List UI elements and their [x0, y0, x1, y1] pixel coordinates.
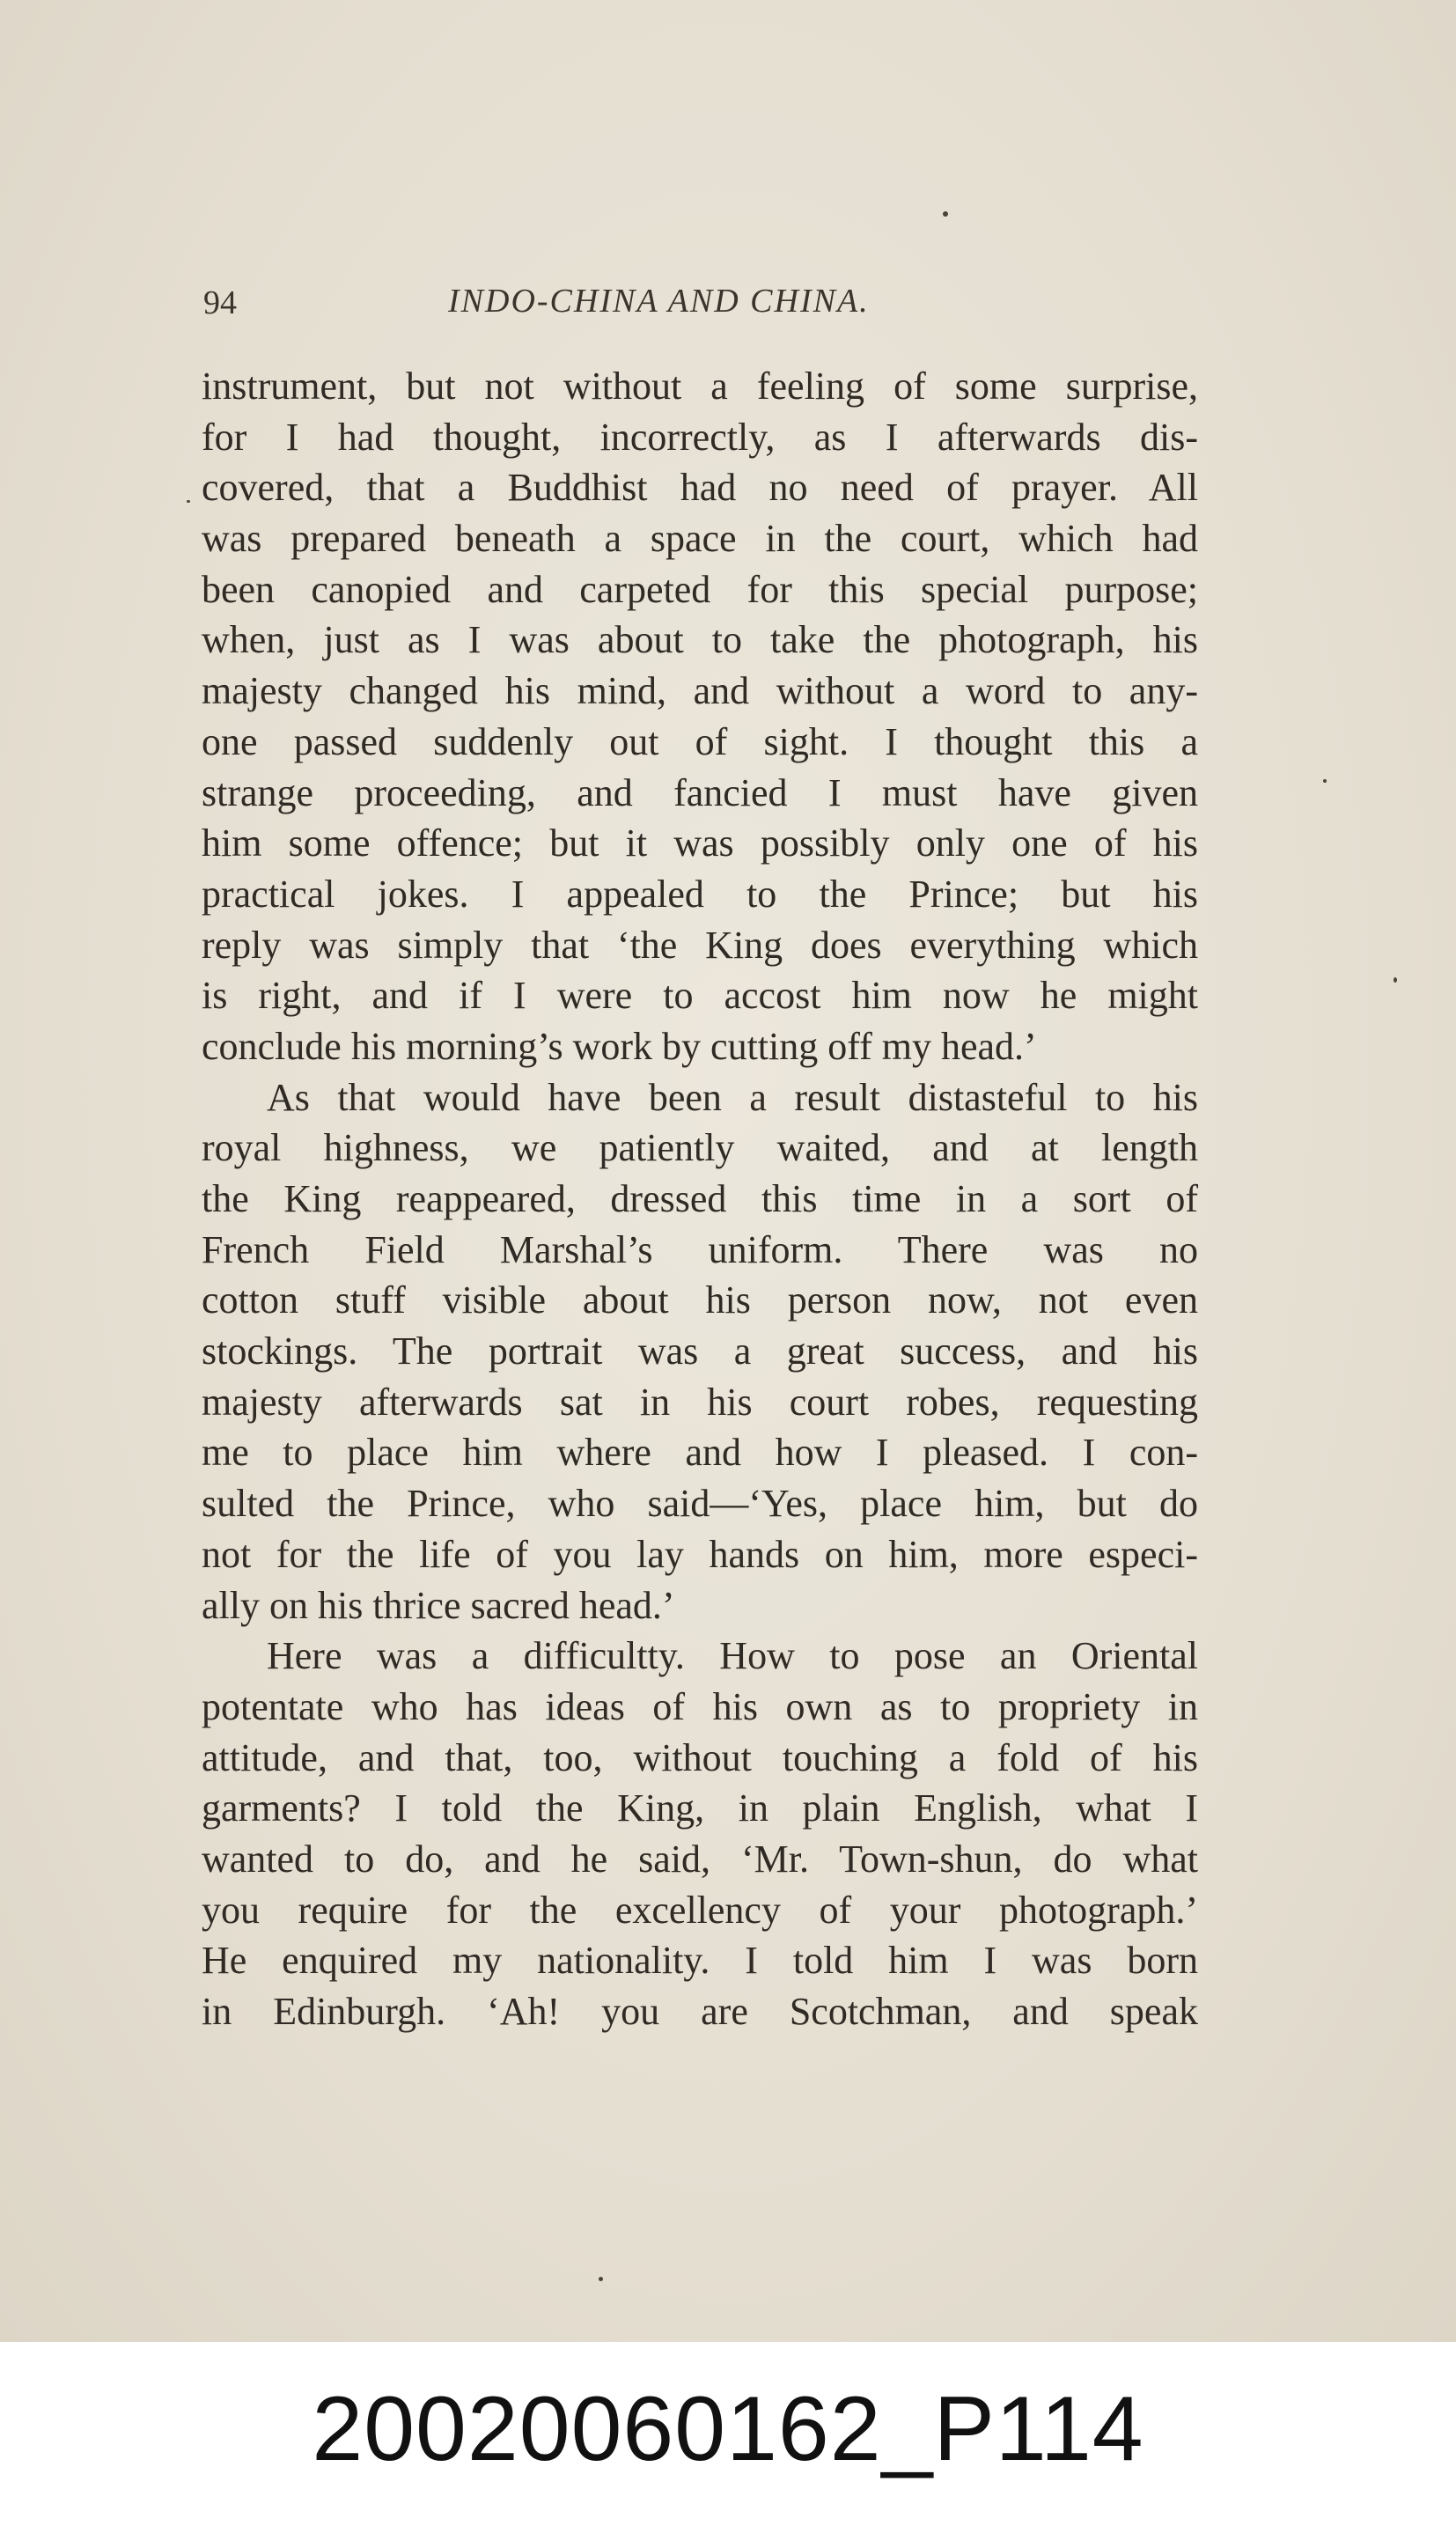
paragraph-3: [202, 1631, 1198, 2037]
archive-id-label: 20020060162_P114: [312, 2378, 1144, 2480]
text-line: been canopied and carpeted for this special purpose;: [202, 567, 1198, 611]
ink-speck: [599, 2277, 603, 2281]
text-line: the King reappeared, dressed this time in a sort of: [202, 1177, 1198, 1220]
text-line: was prepared beneath a space in the court, which had: [202, 517, 1198, 561]
text-line: royal highness, we patiently waited, and at length: [202, 1126, 1198, 1170]
text-line: ally on his thrice sacred head.’: [202, 1583, 675, 1627]
text-line: not for the life of you lay hands on him, more especi-: [202, 1532, 1198, 1576]
page-header: [203, 282, 1198, 326]
text-line: covered, that a Buddhist had no need of prayer. All: [202, 466, 1198, 510]
text-line: is right, and if I were to accost him now he might: [202, 974, 1198, 1018]
text-line: you require for the excellency of your photograph.’: [202, 1888, 1198, 1932]
text-line: garments? I told the King, in plain English, what I: [202, 1786, 1198, 1830]
text-line: Here was a difficultty. How to pose an Oriental: [267, 1634, 1198, 1678]
text-line: instrument, but not without a feeling of some surprise,: [202, 365, 1198, 408]
text-line: attitude, and that, too, without touching a fold of his: [202, 1735, 1198, 1779]
ink-speck: [1393, 977, 1397, 983]
text-line: him some offence; but it was possibly only one of his: [202, 821, 1198, 865]
text-line: majesty changed his mind, and without a word to any-: [202, 669, 1198, 713]
text-line: As that would have been a result distasteful to his: [267, 1075, 1198, 1119]
text-line: one passed suddenly out of sight. I thought this a: [202, 719, 1198, 763]
text-line: wanted to do, and he said, ‘Mr. Town-shun, do what: [202, 1837, 1198, 1881]
text-line: when, just as I was about to take the photograph, his: [202, 618, 1198, 662]
ink-speck: [187, 500, 190, 503]
running-head: INDO-CHINA AND CHINA.: [448, 283, 870, 320]
text-line: practical jokes. I appealed to the Prince; but his: [202, 872, 1198, 916]
body-text: [202, 361, 1198, 2037]
text-line: majesty afterwards sat in his court robes, requesting: [202, 1380, 1198, 1424]
page-number: 94: [203, 284, 237, 321]
paragraph-1: [202, 361, 1198, 1072]
text-line: reply was simply that ‘the King does everything which: [202, 923, 1198, 967]
ink-speck: [943, 211, 948, 217]
text-line: me to place him where and how I pleased. I con-: [202, 1431, 1198, 1475]
paragraph-2: [202, 1072, 1198, 1631]
text-line: cotton stuff visible about his person now, not even: [202, 1278, 1198, 1322]
text-line: sulted the Prince, who said—‘Yes, place him, but do: [202, 1482, 1198, 1526]
text-line: French Field Marshal’s uniform. There was no: [202, 1227, 1198, 1271]
text-line: conclude his morning’s work by cutting off my head.’: [202, 1024, 1037, 1068]
text-line: strange proceeding, and fancied I must have given: [202, 770, 1198, 814]
text-line: for I had thought, incorrectly, as I afterwards dis-: [202, 415, 1198, 459]
text-line: potentate who has ideas of his own as to propriety in: [202, 1684, 1198, 1728]
text-line: in Edinburgh. ‘Ah! you are Scotchman, and speak: [202, 1990, 1198, 2033]
text-line: stockings. The portrait was a great success, and his: [202, 1329, 1198, 1373]
ink-speck: [1323, 779, 1327, 783]
text-line: He enquired my nationality. I told him I was born: [202, 1939, 1198, 1983]
